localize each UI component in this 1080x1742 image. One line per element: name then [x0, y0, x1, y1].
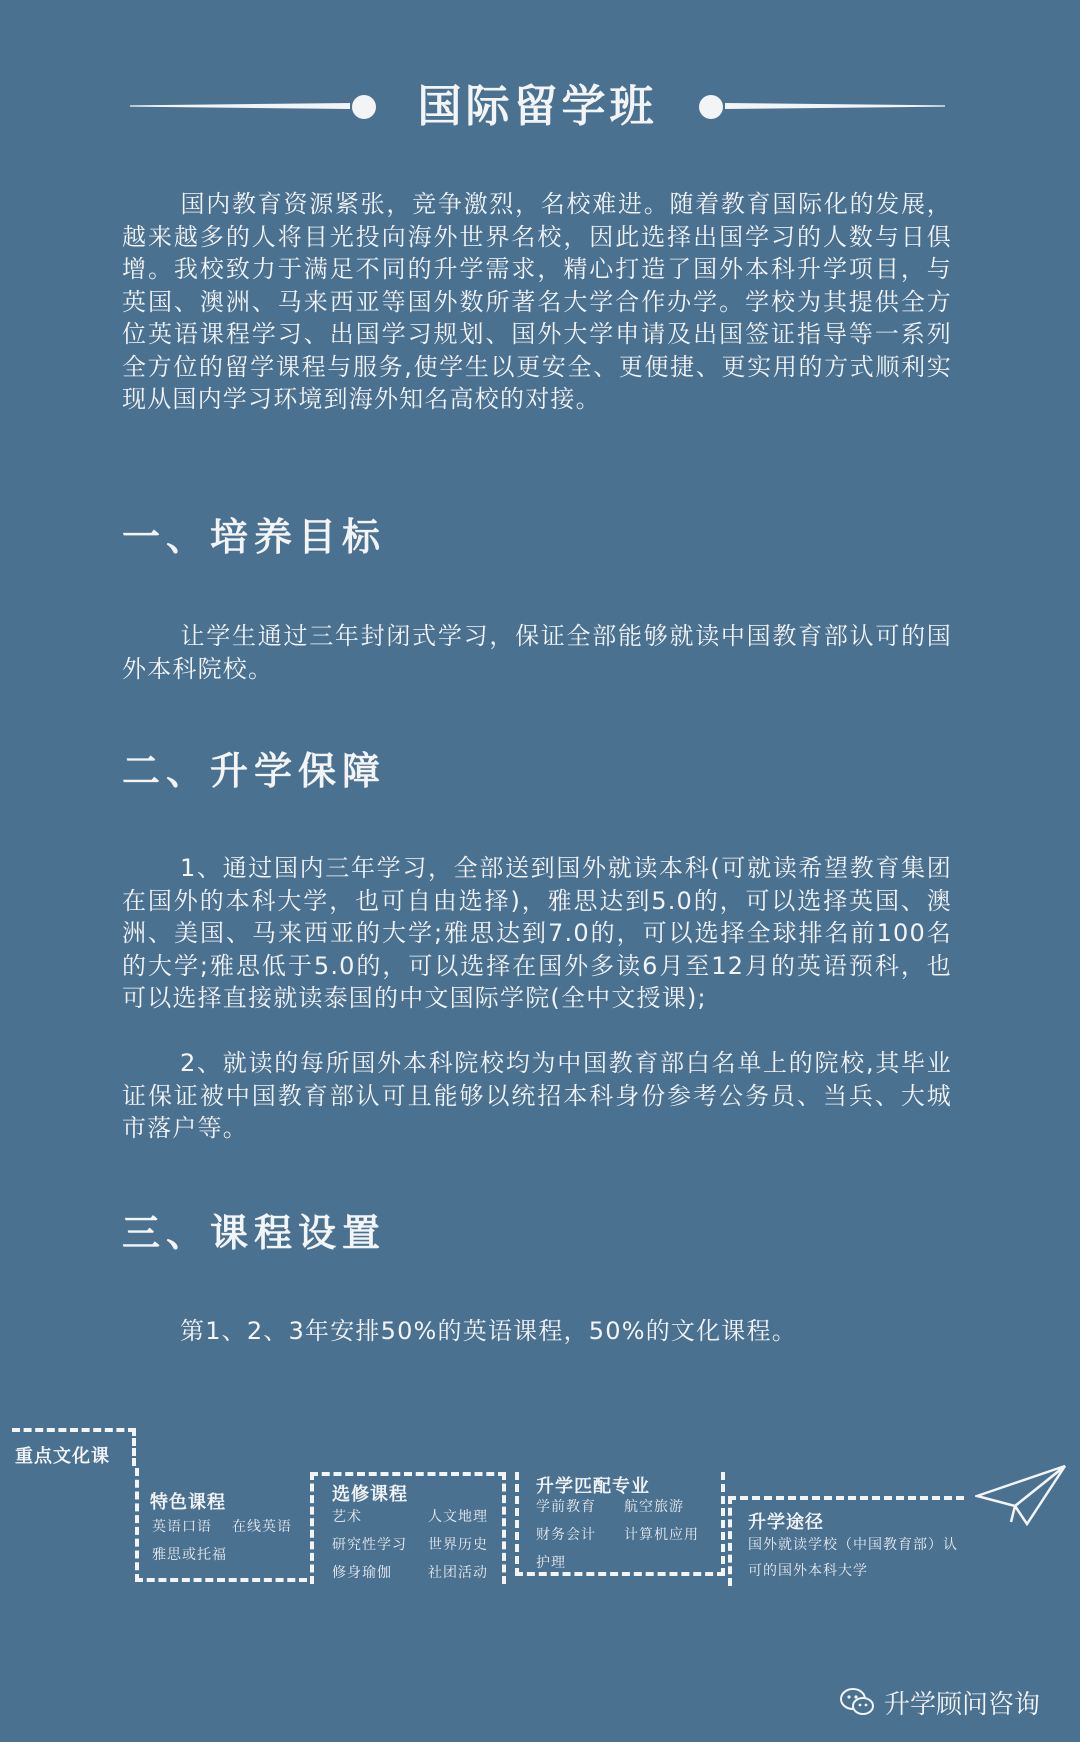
- guarantee-paragraph-1: [122, 852, 952, 1015]
- guarantee-text-1: 1、通过国内三年学习，全部送到国外就读本科(可就读希望教育集团在国外的本科大学，也可自由选择)，雅思达到5.0的，可以选择英国、澳洲、美国、马来西亚的大学;雅思达到7.0的，可以选择全球排名前100名的大学;雅思低于5.0的，可以选择在国外多读6月至12月的英语预科，也可以选择直接就读泰国的中文国际学院(全中文授课);: [122, 854, 952, 1012]
- title-banner: [130, 82, 945, 132]
- pathway-item: 国外就读学校（中国教育部）认: [748, 1537, 958, 1553]
- elective-item: 修身瑜伽: [332, 1565, 392, 1581]
- matching-majors-title: 升学匹配专业: [536, 1476, 650, 1497]
- intro-text: 国内教育资源紧张，竞争激烈，名校难进。随着教育国际化的发展，越来越多的人将目光投向海外世界名校，因此选择出国学习的人数与日俱增。我校致力于满足不同的升学需求，精心打造了国外本科升学项目，与英国、澳洲、马来西亚等国外数所著名大学合作办学。学校为其提供全方位英语课程学习、出国学习规划、国外大学申请及出国签证指导等一系列全方位的留学课程与服务,使学生以更安全、更便捷、更实用的方式顺利实现从国内学习环境到海外知名高校的对接。: [122, 190, 952, 413]
- goals-paragraph: [122, 620, 952, 685]
- elective-item: 人文地理: [428, 1509, 488, 1525]
- featured-item: 在线英语: [232, 1519, 292, 1535]
- major-item: 财务会计: [536, 1527, 596, 1543]
- wechat-watermark: [840, 1682, 1040, 1722]
- elective-item: 社团活动: [428, 1565, 488, 1581]
- featured-item: 雅思或托福: [152, 1547, 227, 1563]
- major-item: 护理: [536, 1555, 566, 1571]
- elective-item: 艺术: [332, 1509, 362, 1525]
- pathway-title: 升学途径: [748, 1512, 824, 1533]
- wechat-icon: [840, 1687, 874, 1717]
- paper-plane-icon: [975, 1462, 1067, 1532]
- major-item: 学前教育: [536, 1499, 596, 1515]
- elective-courses-title: 选修课程: [332, 1484, 408, 1505]
- start-label: 重点文化课: [15, 1446, 110, 1467]
- featured-item: 英语口语: [152, 1519, 212, 1535]
- curriculum-text: 第1、2、3年安排50%的英语课程，50%的文化课程。: [180, 1317, 797, 1345]
- featured-courses-title: 特色课程: [150, 1492, 226, 1513]
- section-heading-guarantee: 二、升学保障: [122, 749, 387, 793]
- title-decor-dot-right: [699, 95, 723, 119]
- pathway-item: 可的国外本科大学: [748, 1563, 868, 1579]
- section-heading-goals: 一、培养目标: [122, 515, 387, 559]
- intro-paragraph: [122, 188, 952, 416]
- elective-item: 世界历史: [428, 1537, 488, 1553]
- major-item: 计算机应用: [624, 1527, 699, 1543]
- major-item: 航空旅游: [624, 1499, 684, 1515]
- page-title: 国际留学班: [417, 81, 658, 132]
- curriculum-paragraph: [122, 1315, 952, 1348]
- elective-item: 研究性学习: [332, 1537, 407, 1553]
- watermark-text: 升学顾问咨询: [883, 1689, 1040, 1720]
- section-heading-curriculum: 三、课程设置: [122, 1211, 387, 1255]
- guarantee-text-2: 2、就读的每所国外本科院校均为中国教育部白名单上的院校,其毕业证保证被中国教育部认可且能够以统招本科身份参考公务员、当兵、大城市落户等。: [122, 1049, 952, 1142]
- goals-text: 让学生通过三年封闭式学习，保证全部能够就读中国教育部认可的国外本科院校。: [122, 622, 952, 683]
- guarantee-paragraph-2: [122, 1047, 952, 1145]
